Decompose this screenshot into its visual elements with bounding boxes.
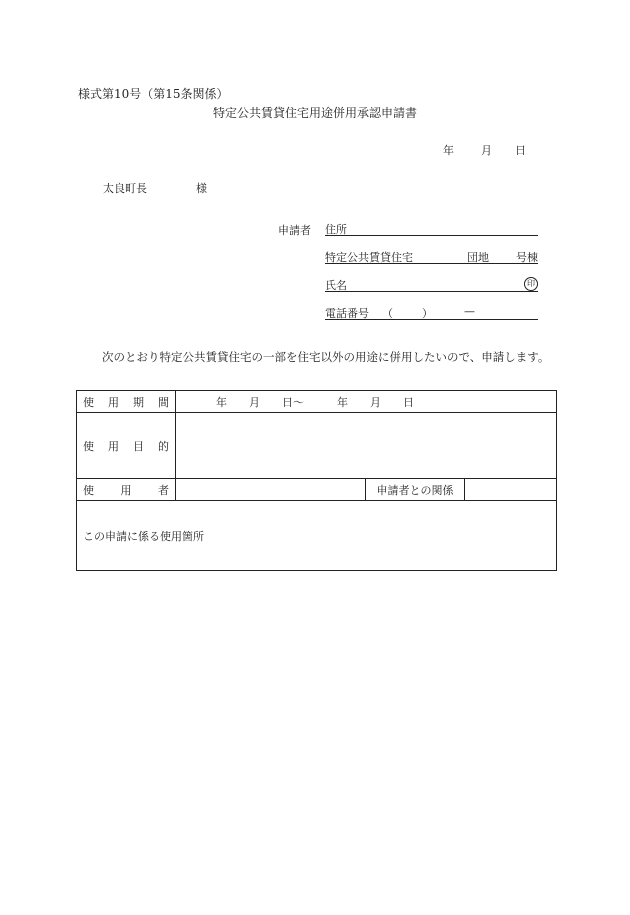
relation-value[interactable] — [465, 479, 557, 501]
addressee-honorific: 様 — [196, 182, 207, 195]
relation-label: 申請者との関係 — [366, 479, 465, 501]
location-label: この申請に係る使用箇所 — [83, 529, 204, 543]
date-year-label: 年 — [443, 144, 454, 157]
applicant-label: 申請者 — [278, 224, 311, 237]
danchi-label: 団地 — [467, 251, 489, 264]
user-label: 使用者 — [77, 479, 176, 501]
phone-field[interactable] — [325, 305, 538, 320]
purpose-value[interactable] — [176, 413, 557, 479]
period-label: 使用期間 — [77, 391, 176, 413]
gotou-label: 号棟 — [516, 251, 538, 264]
name-field[interactable] — [325, 277, 538, 292]
date-month-label: 月 — [481, 144, 492, 157]
phone-label: 電話番号 — [325, 307, 369, 320]
application-table — [76, 390, 557, 571]
user-value[interactable] — [176, 479, 366, 501]
document-title: 特定公共賃貸住宅用途併用承認申請書 — [212, 106, 417, 120]
address-field[interactable] — [325, 221, 538, 236]
housing-label: 特定公共賃貸住宅 — [325, 251, 413, 264]
housing-field[interactable] — [325, 249, 538, 264]
phone-open-paren: （ — [382, 307, 393, 320]
address-label: 住所 — [325, 223, 347, 236]
period-value[interactable]: 年 月 日～ 年 月 日 — [176, 391, 557, 413]
body-text: 次のとおり特定公共賃貸住宅の一部を住宅以外の用途に併用したいので、申請します。 — [102, 350, 550, 364]
phone-dash: — — [464, 305, 475, 318]
addressee-name: 太良町長 — [103, 182, 147, 195]
name-label: 氏名 — [325, 279, 347, 292]
seal-mark: 印 — [524, 277, 538, 291]
form-number: 様式第10号（第15条関係） — [78, 87, 229, 101]
date-day-label: 日 — [515, 144, 526, 157]
location-cell[interactable] — [77, 501, 557, 571]
phone-close-paren: ） — [422, 307, 433, 320]
purpose-label: 使用目的 — [77, 413, 176, 479]
